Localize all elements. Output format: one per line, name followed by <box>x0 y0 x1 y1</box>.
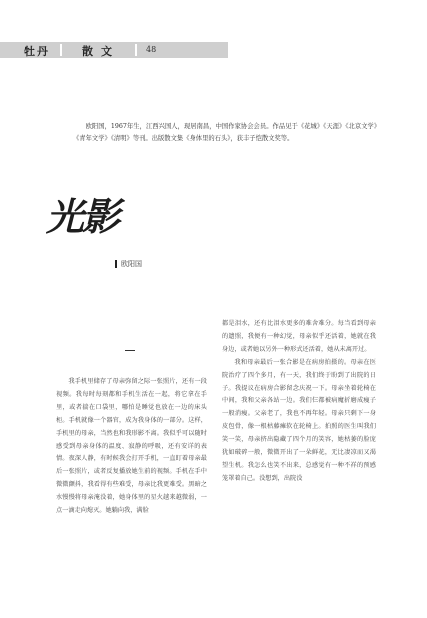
section-name: 散文 <box>82 45 120 58</box>
magazine-name: 牡丹 <box>24 45 50 58</box>
page-header <box>0 42 427 58</box>
author-bio: 欧阳国，1967年生，江西兴国人，现居南昌，中国作家协会会员。作品见于《花城》《天涯》《北京文学》《青年文学》《清明》等刊。出版散文集《身体里的石头》，获丰子恺散文奖等。 <box>73 123 377 142</box>
section-marker <box>125 350 135 351</box>
left-column <box>56 376 207 518</box>
header-divider <box>135 44 137 56</box>
header-divider <box>60 44 62 56</box>
article-title: 光影 <box>46 194 119 239</box>
page-number: 48 <box>146 45 157 54</box>
body-paragraph: 我和母亲最后一张合影是在病房拍摄的。母亲在医院治疗了四个多月，有一天，我们终于盼到了出院的日子。我提议在病房合影留念庆祝一下。母亲坐着轮椅在中间，我和父亲各站一边。我们仨都被病魔折磨成瘦子一般消瘦。父亲老了，我也不再年轻。母亲只剩下一身皮包骨，像一根枯藤瘫软在轮椅上。拍照的医生叫我们笑一笑，母亲挤出隐藏了四个月的笑容，她枯萎的脸庞犹如破碎一般，微微开出了一朵鲜花，无比凄凉而又渴望生机。我怎么也笑不出来，总感觉有一种不祥的预感笼罩着自己。没想到，出院没 <box>222 358 376 482</box>
author-marker <box>115 260 117 268</box>
article-author: 欧阳国 <box>121 260 142 268</box>
body-paragraph: 都是泪水，还有比泪水更多的难舍难分。每当看到母亲的遗照，我便有一种幻觉，母亲似乎还活着，她就在我身边，或者她以另外一种形式还活着，她从未离开过。 <box>222 320 376 353</box>
right-column <box>222 318 376 486</box>
body-paragraph: 我手机里储存了母亲弥留之际一张照片，还有一段视频。我每时每刻都和手机生活在一起，将它拿在手里，或者揣在口袋里，哪怕是睡觉也放在一边的床头柜。手机就像一个器官，成为我身体的一部分。这样，手机里的母亲，当然也和我形影不离。我似乎可以随时感受到母亲身体的温度、寂静的呼吸，还有安详的表情。夜深人静，有时候我会打开手机，一直盯着母亲最后一张照片，或者反复播放她生前的视频。手机在手中微微颤抖，我看得有些难受，母亲比我更难受。黑暗之水慢慢将母亲淹没着，她身体里的星火越来越微弱，一点一滴走向熄灭。她躺向我，满脸 <box>56 378 207 515</box>
